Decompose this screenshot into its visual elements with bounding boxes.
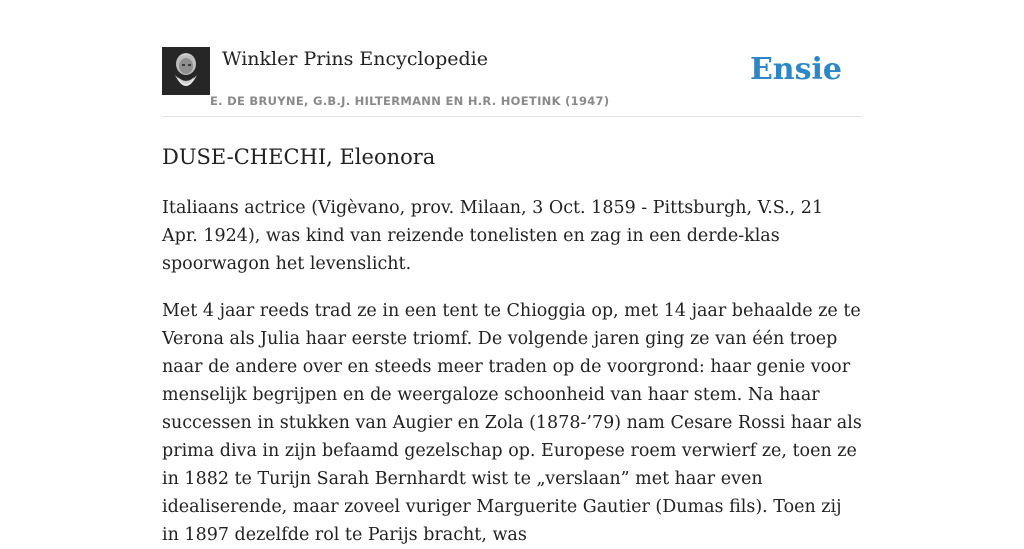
article-paragraph: Italiaans actrice (Vigèvano, prov. Milaan, 3 Oct. 1859 - Pittsburgh, V.S., 21 Apr. 1924), was kind van reizende tonelisten en zag in een derde-klas spoorwagon het levenslicht.	[162, 198, 824, 274]
author-byline: E. DE BRUYNE, G.B.J. HILTERMANN EN H.R. HOETINK (1947)	[210, 94, 610, 108]
article-paragraph: Met 4 jaar reeds trad ze in een tent te Chioggia op, met 14 jaar behaalde ze te Verona als Julia haar eerste triomf. De volgende jaren ging ze van één troep naar de andere over en steeds meer traden op de voorgrond: haar genie voor menselijk begrijpen en de weergaloze schoonheid van haar stem. Na haar successen in stukken van Augier en Zola (1878-’79) nam Cesare Rossi haar als prima diva in zijn befaamd gezelschap op. Europese roem verwierf ze, toen ze in 1882 te Turijn Sarah Bernhardt wist te „verslaan” met haar even idealiserende, maar zoveel vuriger Marguerite Gautier (Dumas fils). Toen zij in 1897 dezelfde rol te Parijs bracht, was	[162, 301, 862, 545]
source-header	[162, 46, 862, 117]
site-title[interactable]: Winkler Prins Encyclopedie	[222, 48, 488, 70]
content-column	[162, 46, 862, 549]
author-portrait-icon	[162, 47, 210, 95]
entry-title: DUSE-CHECHI, Eleonora	[162, 145, 436, 169]
ensie-logo[interactable]: Ensie	[749, 52, 842, 87]
